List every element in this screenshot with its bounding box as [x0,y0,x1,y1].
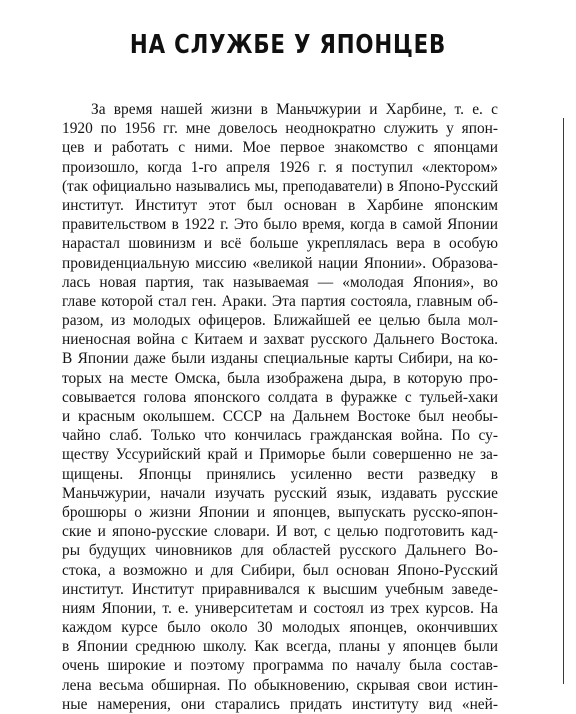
text-line: и красным околышем. СССР на Дальнем Востоке был необы- [62,408,498,425]
text-line: лась новая партия, так называемая — «молодая Япония», во [62,273,498,291]
text-line: цев и работать с ними. Мое первое знакомство с японцами [62,139,498,157]
text-line: ские и японо-русские словари. И вот, с целью подготовить кад- [62,523,498,541]
text-line: каждом курсе было около 30 молодых японцев, окончивших [62,619,498,637]
text-line: разом, из молодых офицеров. Ближайшей ее целью была мол- [62,312,498,330]
text-line: стока, а возможно и для Сибири, был основан Японо-Русский [62,561,498,579]
text-line: институт. Институт приравнивался к высшим учебным заведе- [62,580,498,598]
text-line: (так официально назывались мы, преподаватели) в Японо-Русский [62,177,498,195]
text-line: В Японии даже были изданы специальные карты Сибири, на ко- [62,350,498,368]
page-edge-rule [563,118,564,684]
text-line: ные намерения, они старались придать институту вид «ней- [62,695,498,713]
text-line: лена весьма обширная. По обыкновению, скрывая свои истин- [62,676,498,694]
text-line: 1920 по 1956 гг. мне довелось неоднократно служить у япон- [62,120,498,138]
text-line: очень широкие и поэтому программа по началу была состав- [62,657,498,675]
text-line: торых на месте Омска, была изображена дыра, в которую про- [62,369,498,387]
chapter-body [62,100,498,714]
text-line: правительством в 1922 г. Это было время, когда в самой Японии [62,216,498,234]
text-line: произошло, когда 1-го апреля 1926 г. я поступил «лектором» [62,158,498,176]
text-line: ниеносная война с Китаем и захват русского Дальнего Востока. [62,331,498,349]
text-line: чайно слаб. Только что кончилась гражданская война. По су- [62,427,498,445]
chapter-title: НА СЛУЖБЕ У ЯПОНЦЕВ [129,30,447,60]
text-line: нарастал шовинизм и всё больше укреплялась вера в особую [62,235,498,253]
text-line: ниям Японии, т. е. университетам и состоял из трех курсов. На [62,599,498,617]
text-line: Маньчжурии, начали изучать русский язык, издавать русские [62,484,498,502]
text-line: За время нашей жизни в Маньчжурии и Харбине, т. е. с [91,101,498,118]
text-line: главе которой стал ген. Араки. Эта партия состояла, главным об- [62,292,498,310]
text-line: институт. Институт этот был основан в Харбине японским [62,196,498,214]
text-line: щищены. Японцы принялись усиленно вести разведку в [62,465,498,483]
text-line: совывается голова японского солдата в фуражке с тульей-хаки [62,388,498,406]
text-line: ры будущих чиновников для областей русского Дальнего Во- [62,542,498,560]
text-line: ществу Уссурийский край и Приморье были совершенно не за- [62,446,498,464]
text-line: в Японии среднюю школу. Как всегда, планы у японцев были [62,638,498,656]
text-line: брошюры о жизни Японии и японцев, выпускать русско-япон- [62,503,498,521]
text-line: провиденциальную миссию «великой нации Японии». Образова- [62,254,498,272]
